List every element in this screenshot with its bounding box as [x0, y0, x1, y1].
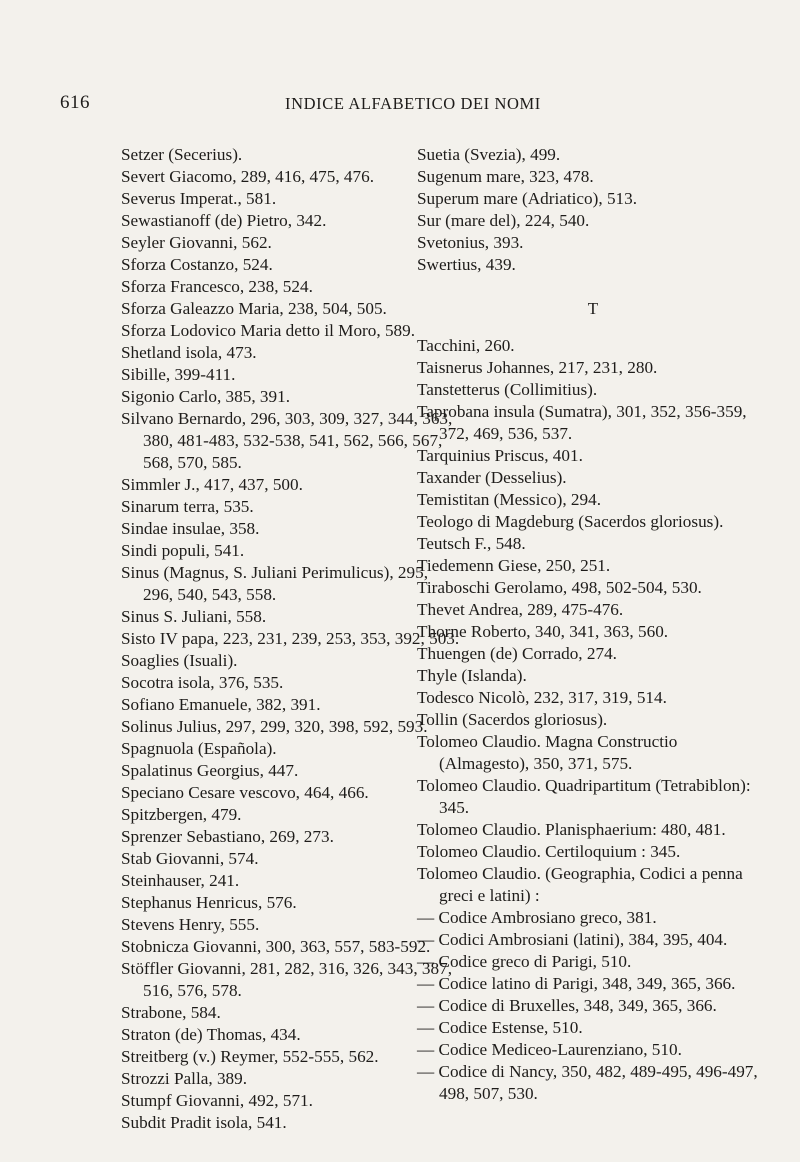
index-entry: Sisto IV papa, 223, 231, 239, 253, 353, 392, 503. [121, 629, 460, 648]
index-entry: Severus Imperat., 581. [121, 189, 277, 208]
page-number: 616 [60, 92, 90, 113]
index-entry: Taprobana insula (Sumatra), 301, 352, 356-359, 372, 469, 536, 537. [417, 402, 747, 443]
index-entry: Solinus Julius, 297, 299, 320, 398, 592, 593. [121, 717, 428, 736]
index-entry: Tollin (Sacerdos gloriosus). [417, 710, 608, 729]
index-entry: Spagnuola (Española). [121, 739, 277, 758]
index-entry: Superum mare (Adriatico), 513. [417, 189, 638, 208]
index-entry: — Codice Ambrosiano greco, 381. [417, 908, 657, 927]
index-entry: Tolomeo Claudio. (Geographia, Codici a penna greci e latini) : [417, 864, 743, 905]
index-entry: Simmler J., 417, 437, 500. [121, 475, 303, 494]
index-entry: Strabone, 584. [121, 1003, 221, 1022]
index-entry: Thevet Andrea, 289, 475-476. [417, 600, 624, 619]
index-entry: Taxander (Desselius). [417, 468, 567, 487]
index-entry: Temistitan (Messico), 294. [417, 490, 602, 509]
index-entry: Thuengen (de) Corrado, 274. [417, 644, 617, 663]
index-entry: — Codice di Nancy, 350, 482, 489-495, 496-497, 498, 507, 530. [417, 1062, 758, 1103]
index-entry: Sforza Lodovico Maria detto il Moro, 589. [121, 321, 416, 340]
index-entry: Sinarum terra, 535. [121, 497, 254, 516]
index-entry: Tarquinius Priscus, 401. [417, 446, 583, 465]
index-entry: Stab Giovanni, 574. [121, 849, 259, 868]
index-entry: Speciano Cesare vescovo, 464, 466. [121, 783, 369, 802]
index-entry: Suetia (Svezia), 499. [417, 145, 561, 164]
index-entry: Sugenum mare, 323, 478. [417, 167, 594, 186]
index-entry: Tolomeo Claudio. Magna Constructio (Almagesto), 350, 371, 575. [417, 732, 678, 773]
index-entry: Tolomeo Claudio. Certiloquium : 345. [417, 842, 681, 861]
index-entry: Sforza Francesco, 238, 524. [121, 277, 313, 296]
index-entry: Sur (mare del), 224, 540. [417, 211, 590, 230]
index-entry: Svetonius, 393. [417, 233, 524, 252]
index-entry: Sewastianoff (de) Pietro, 342. [121, 211, 327, 230]
index-entry: Stumpf Giovanni, 492, 571. [121, 1091, 313, 1110]
index-entry: Soaglies (Isuali). [121, 651, 238, 670]
index-entry: Tanstetterus (Collimitius). [417, 380, 598, 399]
index-entry: Strozzi Palla, 389. [121, 1069, 248, 1088]
index-entry: Stöffler Giovanni, 281, 282, 316, 326, 343, 387, 516, 576, 578. [121, 959, 453, 1000]
index-entry: Stephanus Henricus, 576. [121, 893, 297, 912]
index-entry: Stobnicza Giovanni, 300, 363, 557, 583-592. [121, 937, 431, 956]
index-entry: Shetland isola, 473. [121, 343, 257, 362]
index-entry: Silvano Bernardo, 296, 303, 309, 327, 344, 363, 380, 481-483, 532-538, 541, 562, 566, 567, 568, 570, 585. [121, 409, 453, 472]
index-entry: Sforza Galeazzo Maria, 238, 504, 505. [121, 299, 387, 318]
running-head: INDICE ALFABETICO DEI NOMI [285, 94, 541, 113]
index-entry: Steinhauser, 241. [121, 871, 240, 890]
index-entry: — Codice latino di Parigi, 348, 349, 365, 366. [417, 974, 736, 993]
index-entry: Thyle (Islanda). [417, 666, 527, 685]
index-entry: Sigonio Carlo, 385, 391. [121, 387, 291, 406]
index-entry: — Codice Estense, 510. [417, 1018, 583, 1037]
index-entry: Swertius, 439. [417, 255, 516, 274]
index-entry: Seyler Giovanni, 562. [121, 233, 272, 252]
index-entry: Sindae insulae, 358. [121, 519, 260, 538]
index-entry: Sinus S. Juliani, 558. [121, 607, 267, 626]
index-entry: Sindi populi, 541. [121, 541, 245, 560]
index-entry: Sforza Costanzo, 524. [121, 255, 273, 274]
index-column-left [121, 144, 461, 1134]
index-entry: Tolomeo Claudio. Quadripartitum (Tetrabiblon): 345. [417, 776, 751, 817]
index-entry: — Codice di Bruxelles, 348, 349, 365, 366. [417, 996, 717, 1015]
index-entry: Severt Giacomo, 289, 416, 475, 476. [121, 167, 375, 186]
index-entry: Setzer (Secerius). [121, 145, 243, 164]
index-entry: Thorne Roberto, 340, 341, 363, 560. [417, 622, 669, 641]
index-entry: — Codici Ambrosiani (latini), 384, 395, 404. [417, 930, 728, 949]
index-entry: Tacchini, 260. [417, 336, 515, 355]
index-column-right [417, 144, 769, 1105]
index-entry: Tiedemenn Giese, 250, 251. [417, 556, 611, 575]
index-entry: Sofiano Emanuele, 382, 391. [121, 695, 321, 714]
index-entry: Sibille, 399-411. [121, 365, 236, 384]
index-entry: Todesco Nicolò, 232, 317, 319, 514. [417, 688, 667, 707]
index-entry: — Codice Mediceo-Laurenziano, 510. [417, 1040, 682, 1059]
index-entry: Streitberg (v.) Reymer, 552-555, 562. [121, 1047, 379, 1066]
index-entry: Taisnerus Johannes, 217, 231, 280. [417, 358, 658, 377]
index-entry: Tolomeo Claudio. Planisphaerium: 480, 481. [417, 820, 726, 839]
index-entry: Spitzbergen, 479. [121, 805, 242, 824]
index-list-t [417, 335, 769, 1105]
index-entry: Stevens Henry, 555. [121, 915, 260, 934]
index-list-s-continued [417, 144, 769, 276]
index-entry: Tiraboschi Gerolamo, 498, 502-504, 530. [417, 578, 702, 597]
index-entry: Sprenzer Sebastiano, 269, 273. [121, 827, 334, 846]
index-entry: Subdit Pradit isola, 541. [121, 1113, 287, 1132]
index-entry: Straton (de) Thomas, 434. [121, 1025, 301, 1044]
index-entry: — Codice greco di Parigi, 510. [417, 952, 632, 971]
section-letter-t: T [587, 299, 599, 318]
index-entry: Teutsch F., 548. [417, 534, 526, 553]
index-entry: Spalatinus Georgius, 447. [121, 761, 299, 780]
index-entry: Socotra isola, 376, 535. [121, 673, 284, 692]
index-entry: Teologo di Magdeburg (Sacerdos gloriosus). [417, 512, 724, 531]
index-entry: Sinus (Magnus, S. Juliani Perimulicus), 295, 296, 540, 543, 558. [121, 563, 428, 604]
